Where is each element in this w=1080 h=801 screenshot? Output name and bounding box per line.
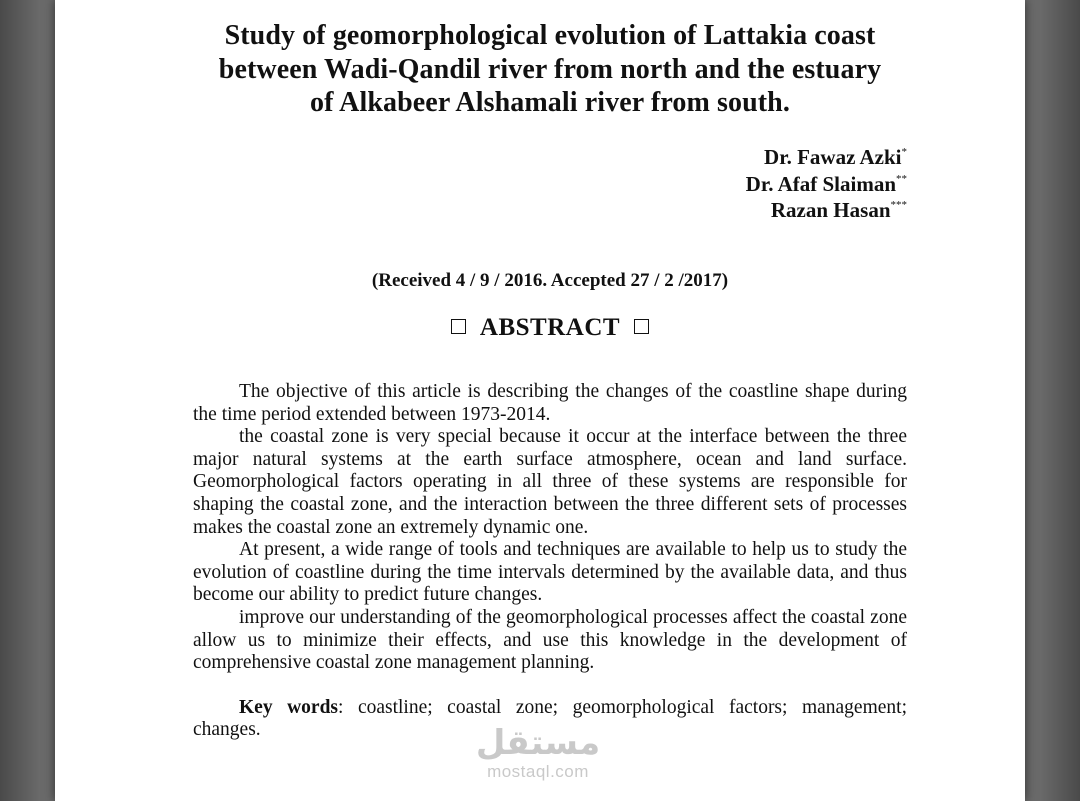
author-name: Dr. Fawaz Azki [764, 145, 902, 169]
keywords-label: Key words [239, 696, 339, 718]
document-page [55, 0, 1025, 801]
keywords-text: : coastline; coastal zone; geomorphological factors; management; changes. [193, 696, 907, 741]
received-accepted-dates: (Received 4 / 9 / 2016. Accepted 27 / 2 /2017) [371, 270, 729, 291]
author-name: Dr. Afaf Slaiman [745, 171, 896, 196]
author-footnote-mark: *** [890, 199, 907, 211]
author [746, 144, 907, 171]
author [746, 197, 907, 224]
author-footnote-mark: * [901, 146, 907, 158]
author-name: Razan Hasan [770, 198, 891, 222]
abstract-paragraph: improve our understanding of the geomorphological processes affect the coastal zone allow us to minimize their effects, and use this knowledge in the development of comprehensive coastal zone management planning. [193, 606, 907, 674]
abstract-body [193, 381, 907, 742]
abstract-heading-text: ABSTRACT [479, 314, 621, 341]
square-bullet-icon [634, 319, 649, 334]
paper-title [145, 19, 955, 120]
title-line: between Wadi-Qandil river from north and the estuary [218, 53, 882, 85]
abstract-paragraph: the coastal zone is very special because it occur at the interface between the three major natural systems at the earth surface atmosphere, ocean and land surface. Geomorphological factors operating in all three of these systems are responsible for shaping the coastal zone, and the interaction between the three different sets of processes makes the coastal zone an extremely dynamic one. [193, 426, 907, 538]
title-line: of Alkabeer Alshamali river from south. [310, 87, 790, 118]
abstract-paragraph: At present, a wide range of tools and techniques are available to help us to study the evolution of coastline during the time intervals determined by the available data, and thus become our ability to predict future changes. [193, 539, 907, 606]
watermark-arabic: مستقل [475, 723, 601, 763]
watermark-logo [463, 724, 613, 782]
abstract-paragraph: The objective of this article is describing the changes of the coastline shape during the time period extended between 1973-2014. [193, 381, 907, 425]
author [746, 171, 907, 198]
abstract-heading [55, 314, 1025, 342]
square-bullet-icon [451, 319, 466, 334]
title-line: Study of geomorphological evolution of Lattakia coast [224, 20, 876, 51]
watermark-latin: mostaql.com [487, 762, 589, 781]
author-list [746, 144, 907, 224]
author-footnote-mark: ** [896, 172, 907, 185]
